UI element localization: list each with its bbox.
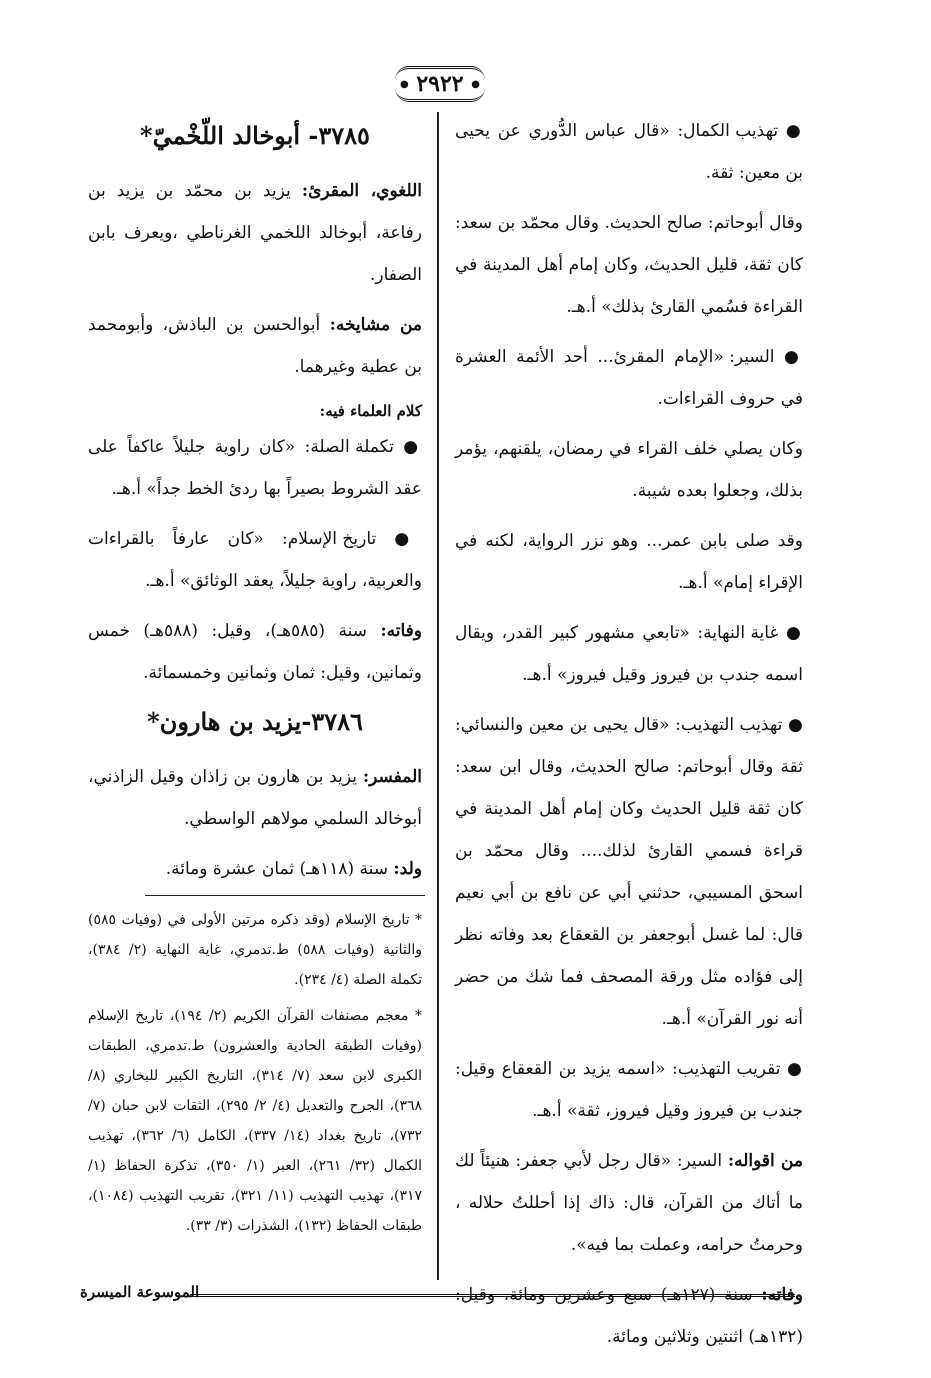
paragraph: وقال أبوحاتم: صالح الحديث. وقال محمّد بن سعد: كان ثقة، قليل الحديث، وكان إمام أهل المدينة في القراءة فسُمي القارئ بذلك» أ.هـ. <box>455 213 803 317</box>
footnote: * معجم مصنفات القرآن الكريم (٢/ ١٩٤)، تاريخ الإسلام (وفيات الطبقة الحادية والعشرون) ط.تدمري، الطبقات الكبرى لابن سعد (٧/ ٣١٤)، التاريخ الكبير للبخاري (٨/ ٣٦٨)، الجرح والتعديل (٤/ ٢/ ٢٩٥)، الثقات لابن حبان (٧/ ٧٣٢)، تاريخ بغداد (١٤/ ٣٣٧)، الكامل (٦/ ٣٦٢)، تهذيب الكمال (٣٢/ ٢٦١)، العبر (١/ ٣٥٠)، تذكرة الحفاظ (١/ ٣١٧)، تهذيب التهذيب (١١/ ٣٢١)، تقريب التهذيب (١٠٨٤)، طبقات الحفاظ (١٣٢)، الشذرات (٣/ ٣٣). <box>88 1008 423 1234</box>
paragraph: وكان يصلي خلف القراء في رمضان، يلقنهم، يؤمر بذلك، وجعلوا بعده شيبة. <box>455 439 803 501</box>
column-divider <box>437 112 439 1280</box>
paragraph: ● تاريخ الإسلام: «كان عارفاً بالقراءات والعربية، راوية جليلاً، يعقد الوثائق» أ.هـ. <box>88 529 422 591</box>
paragraph: من مشايخه: أبوالحسن بن الباذش، وأبومحمد بن عطية وغيرهما. <box>88 315 423 377</box>
paragraph: ● تقريب التهذيب: «اسمه يزيد بن القعقاع وقيل: جندب بن فيروز وقيل فيروز، ثقة» أ.هـ. <box>455 1059 803 1121</box>
paragraph: ولد: سنة (١١٨هـ) ثمان عشرة ومائة. <box>165 859 422 879</box>
dot-icon: ● <box>399 79 409 90</box>
footer-rule <box>190 1294 795 1297</box>
paragraph: اللغوي، المقرئ: يزيد بن محمّد بن يزيد بن رفاعة، أبوخالد اللخمي الغرناطي ،ويعرف بابن الصفار. <box>88 181 422 285</box>
page-number <box>395 66 485 102</box>
paragraph: وفاته: سنة (١٢٧هـ) سبع وعشرين ومائة، وقيل: (١٣٢هـ) اثنتين وثلاثين ومائة. <box>455 1285 804 1347</box>
paragraph: ● تكملة الصلة: «كان راوية جليلاً عاكفاً على عقد الشروط بصيراً بها ردئ الخط جداً» أ.هـ. <box>88 437 423 499</box>
footnote: * تاريخ الإسلام (وقد ذكره مرتين الأولى في (وفيات ٥٨٥) والثانية (وفيات ٥٨٨) ط.تدمري، غاية النهاية (٢/ ٣٨٤)، تكملة الصلة (٤/ ٢٣٤). <box>88 912 422 988</box>
right-column <box>455 110 803 1366</box>
left-column <box>88 116 422 898</box>
paragraph: ● تهذيب الكمال: «قال عباس الدُّوري عن يحيى بن معين: ثقة. <box>455 121 803 183</box>
dot-icon: ● <box>471 79 481 90</box>
paragraph: ● السير: «الإمام المقرئ... أحد الأئمة العشرة في حروف القراءات. <box>455 347 803 409</box>
paragraph: من اقواله: السير: «قال رجل لأبي جعفر: هنيئاً لك ما أتاك من القرآن، قال: ذاك إذا أحللتُ حلاله ، وحرمتُ حرامه، وعملت بما فيه». <box>455 1151 804 1255</box>
entry-heading: ٣٧٨٥- أبوخالد اللّخْميّ* <box>140 121 370 150</box>
footnote-rule <box>145 895 425 896</box>
scholars-heading: كلام العلماء فيه: <box>319 402 422 420</box>
paragraph: وقد صلى بابن عمر... وهو نزر الرواية، لكنه في الإقراء إمام» أ.هـ. <box>455 531 803 593</box>
book-title: الموسوعة الميسرة <box>80 1283 200 1301</box>
entry-heading: ٣٧٨٦-يزيد بن هارون* <box>147 707 363 736</box>
page-number-text: ٢٩٢٢ <box>416 71 464 97</box>
paragraph: ● تهذيب التهذيب: «قال يحيى بن معين والنسائي: ثقة وقال أبوحاتم: صالح الحديث، وقال ابن سعد: كان ثقة قليل الحديث وكان إمام أهل المدينة في قراءة فسمي القارئ لذلك.... وقال محمّد بن اسحق المسيبي، حدثني أبي عن نافع بن أبي نعيم قال: لما غسل أبوجعفر بن القعقاع بعد وفاته نظر إلى فؤاده مثل ورقة المصحف فما شك من حضر أنه نور القرآن» أ.هـ. <box>455 715 803 1029</box>
paragraph: وفاته: سنة (٥٨٥هـ)، وقيل: (٥٨٨هـ) خمس وثمانين، وقيل: ثمان وثمانين وخمسمائة. <box>88 621 422 683</box>
paragraph: ● غاية النهاية: «تابعي مشهور كبير القدر، ويقال اسمه جندب بن فيروز وقيل فيروز» أ.هـ. <box>455 623 803 685</box>
footnotes <box>88 905 422 1247</box>
paragraph: المفسر: يزيد بن هارون بن زاذان وقيل الزاذني، أبوخالد السلمي مولاهم الواسطي. <box>88 767 422 829</box>
